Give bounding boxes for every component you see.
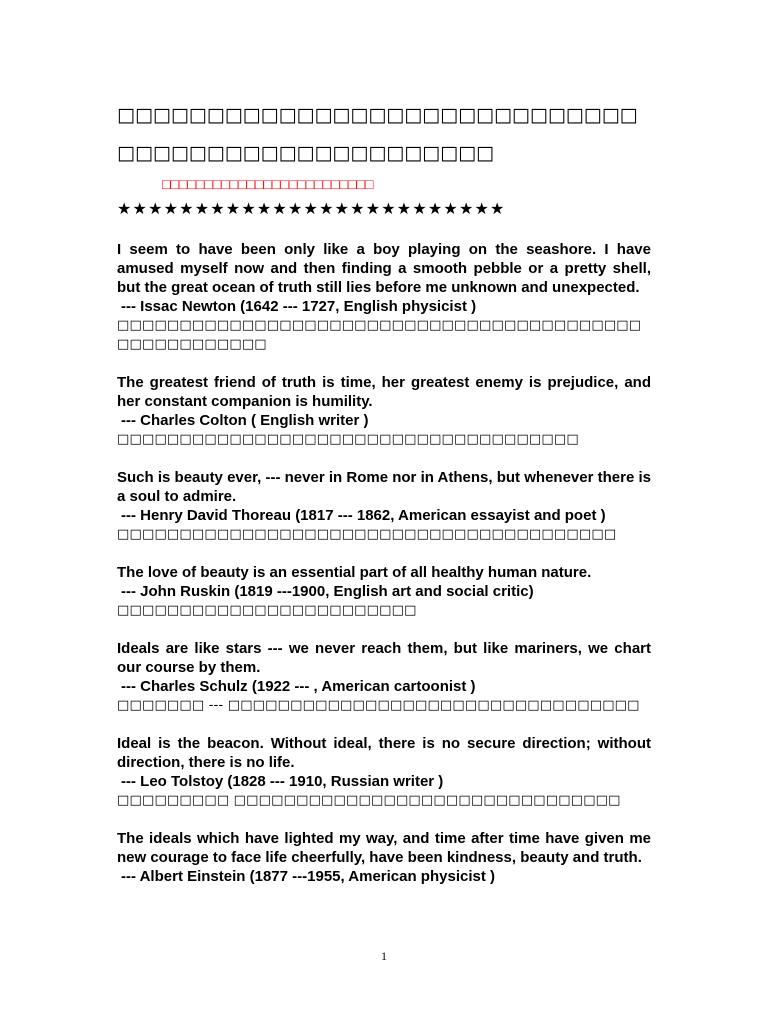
quote-author: --- Charles Schulz (1922 --- , American cartoonist ) <box>121 678 476 695</box>
document-page <box>117 96 651 905</box>
quote-text: I seem to have been only like a boy playing on the seashore. I have amused myself now and then finding a smooth pebble or a pretty shell, but the great ocean of truth still lies before me unknown and unexpected. <box>117 241 651 296</box>
quote-item <box>117 240 651 354</box>
star-divider: ★★★★★★★★★★★★★★★★★★★★★★★★★ <box>117 199 506 218</box>
quote-translation: □□□□□□□□□□□□□□□□□□□□□□□□□□□□□□□□□□□□□□□□□□□□□□□□□□□□□□ <box>117 318 642 352</box>
quote-text: The love of beauty is an essential part of all healthy human nature. <box>117 564 592 581</box>
quote-translation: □□□□□□□□□ □□□□□□□□□□□□□□□□□□□□□□□□□□□□□□□ <box>117 793 621 808</box>
document-title: □□□□□□□□□□□□□□□□□□□□□□□□□□□□□□□□□□□□□□□□□□□□□□□□□□ <box>117 104 638 164</box>
quote-text: The ideals which have lighted my way, and time after time have given me new courage to face life cheerfully, have been kindness, beauty and truth. <box>117 830 651 866</box>
quote-author: --- Issac Newton (1642 --- 1727, English physicist ) <box>121 298 477 315</box>
quote-author: --- John Ruskin (1819 ---1900, English art and social critic) <box>121 583 534 600</box>
quote-translation: □□□□□□□ --- □□□□□□□□□□□□□□□□□□□□□□□□□□□□□□□□□ <box>117 698 640 713</box>
quote-item <box>117 563 651 620</box>
quote-translation: □□□□□□□□□□□□□□□□□□□□□□□□ <box>117 603 417 618</box>
page-number: 1 <box>381 949 387 963</box>
quote-item <box>117 639 651 715</box>
quote-item <box>117 468 651 544</box>
quote-item <box>117 734 651 810</box>
quote-translation: □□□□□□□□□□□□□□□□□□□□□□□□□□□□□□□□□□□□□□□□ <box>117 527 617 542</box>
quote-author: --- Charles Colton ( English writer ) <box>121 412 369 429</box>
quote-author: --- Leo Tolstoy (1828 --- 1910, Russian writer ) <box>121 773 444 790</box>
quote-text: Ideals are like stars --- we never reach them, but like mariners, we chart our course by them. <box>117 640 651 676</box>
quote-text: The greatest friend of truth is time, her greatest enemy is prejudice, and her constant companion is humility. <box>117 374 651 410</box>
quote-author: --- Albert Einstein (1877 ---1955, American physicist ) <box>121 868 495 885</box>
quote-item <box>117 829 651 886</box>
document-subtitle: □□□□□□□□□□□□□□□□□□□□□□□□□ <box>162 176 374 192</box>
quote-text: Such is beauty ever, --- never in Rome nor in Athens, but whenever there is a soul to admire. <box>117 469 651 505</box>
quote-translation: □□□□□□□□□□□□□□□□□□□□□□□□□□□□□□□□□□□□□ <box>117 432 579 447</box>
quote-text: Ideal is the beacon. Without ideal, there is no secure direction; without direction, there is no life. <box>117 735 651 771</box>
quote-author: --- Henry David Thoreau (1817 --- 1862, American essayist and poet ) <box>121 507 606 524</box>
quote-item <box>117 373 651 449</box>
quote-list <box>117 240 651 886</box>
